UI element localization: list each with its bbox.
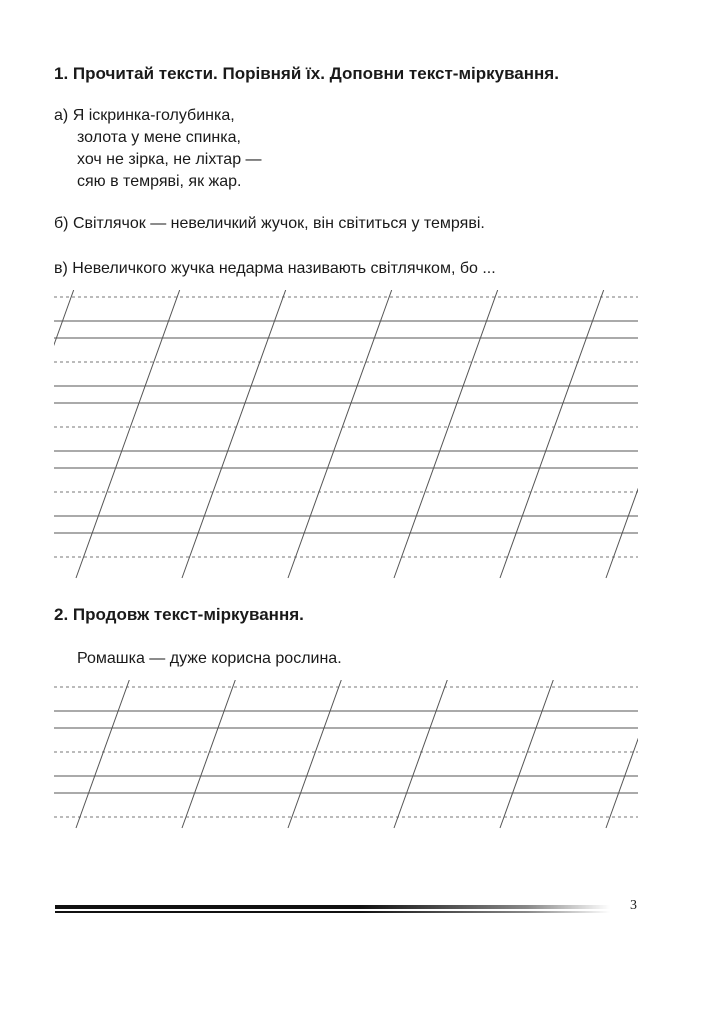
slant-guide-line <box>606 680 659 828</box>
slant-guide-line <box>0 680 23 828</box>
writing-grid-2[interactable] <box>0 680 721 830</box>
footer-rule <box>55 905 610 913</box>
part-a-label: а) <box>54 107 69 124</box>
slant-guide-line <box>288 290 392 578</box>
poem-line-4: сяю в темряві, як жар. <box>77 173 242 190</box>
poem-line-2: золота у мене спинка, <box>77 129 241 146</box>
exercise-2-prompt: Ромашка — дуже корисна рослина. <box>77 650 342 667</box>
part-c-text: в) Невеличкого жучка недарма називають світлячком, бо ... <box>54 260 496 277</box>
slant-guide-line <box>500 680 553 828</box>
slant-guide-line <box>394 290 498 578</box>
slant-guide-line <box>500 290 604 578</box>
slant-guide-line <box>0 290 74 578</box>
slant-guide-line <box>712 680 721 828</box>
poem-part-a <box>54 105 262 193</box>
part-b-text: б) Світлячок — невеличкий жучок, він світиться у темряві. <box>54 215 485 232</box>
slant-guide-line <box>712 290 721 578</box>
poem-line-1: Я іскринка-голубинка, <box>72 107 235 124</box>
exercise-2-heading: 2. Продовж текст-міркування. <box>54 605 304 624</box>
slant-guide-line <box>76 290 180 578</box>
writing-grid-1[interactable] <box>0 290 721 580</box>
slant-guide-line <box>288 680 341 828</box>
slant-guide-line <box>182 680 235 828</box>
page-number: 3 <box>630 898 637 913</box>
slant-guide-line <box>606 290 710 578</box>
slant-guide-line <box>182 290 286 578</box>
slant-guide-line <box>394 680 447 828</box>
exercise-1-heading: 1. Прочитай тексти. Порівняй їх. Доповни текст-міркування. <box>54 64 559 83</box>
poem-line-3: хоч не зірка, не ліхтар — <box>77 151 262 168</box>
slant-guide-line <box>76 680 129 828</box>
